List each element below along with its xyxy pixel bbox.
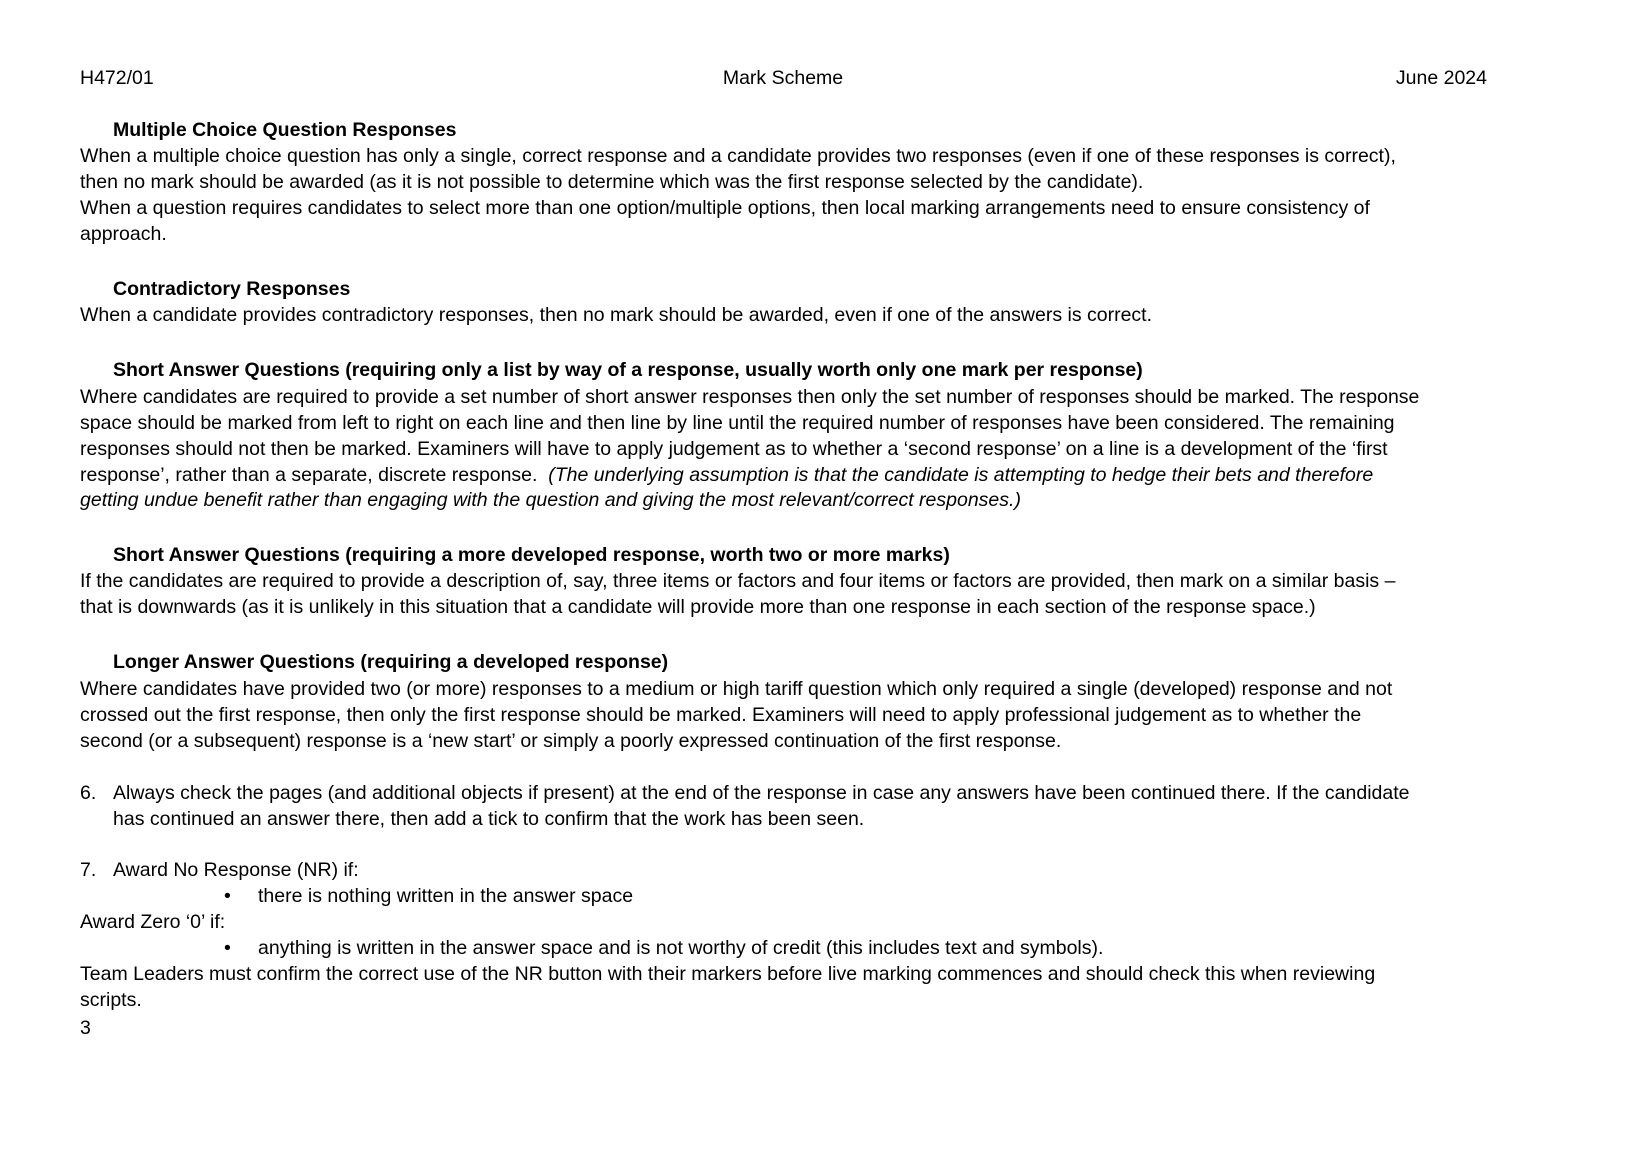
bullet-icon: • (224, 885, 231, 907)
header-title: Mark Scheme (722, 67, 844, 89)
header-code: H472/01 (80, 67, 154, 89)
text-line: When a multiple choice question has only a single, correct response and a candidate provides two responses (even if one of these responses is correct), (80, 145, 1396, 167)
text-segment: response’, rather than a separate, discrete response. (80, 464, 549, 486)
heading-longer: Longer Answer Questions (requiring a developed response) (113, 651, 669, 673)
text-line: Team Leaders must confirm the correct use of the NR button with their markers before live marking commences and should check this when reviewing (80, 963, 1376, 985)
text-line: Where candidates are required to provide a set number of short answer responses then only the set number of responses should be marked. The response (80, 386, 1420, 408)
heading-contradictory: Contradictory Responses (113, 278, 351, 300)
text-line: Award Zero ‘0’ if: (80, 911, 226, 933)
italic-note-line: getting undue benefit rather than engaging with the question and giving the most relevant/correct responses.) (80, 489, 1021, 511)
text-line: approach. (80, 223, 167, 245)
bullet-icon: • (224, 937, 231, 959)
text-line: space should be marked from left to right on each line and then line by line until the required number of responses have been considered. The remaining (80, 412, 1395, 434)
text-line: that is downwards (as it is unlikely in this situation that a candidate will provide more than one response in each section of the response space.) (80, 596, 1316, 618)
text-line: If the candidates are required to provide a description of, say, three items or factors and four items or factors are provided, then mark on a similar basis – (80, 570, 1396, 592)
text-line: When a question requires candidates to select more than one option/multiple options, then local marking arrangements need to ensure consistency of (80, 197, 1370, 219)
item-number: 7. (80, 859, 97, 881)
bullet-text: there is nothing written in the answer space (258, 885, 634, 907)
text-line: has continued an answer there, then add a tick to confirm that the work has been seen. (113, 808, 865, 830)
heading-short-list: Short Answer Questions (requiring only a list by way of a response, usually worth only one mark per response) (113, 359, 1143, 381)
bullet-text: anything is written in the answer space and is not worthy of credit (this includes text and symbols). (258, 937, 1104, 959)
page-number: 3 (80, 1017, 91, 1039)
text-line: crossed out the first response, then only the first response should be marked. Examiners will need to apply professional judgement as to whether the (80, 704, 1362, 726)
text-line: Where candidates have provided two (or more) responses to a medium or high tariff question which only required a single (developed) response and not (80, 678, 1393, 700)
italic-note: (The underlying assumption is that the candidate is attempting to hedge their bets and therefore (548, 464, 1374, 486)
text-line: second (or a subsequent) response is a ‘new start’ or simply a poorly expressed continuation of the first response. (80, 730, 1062, 752)
text-line: responses should not then be marked. Examiners will have to apply judgement as to whether a ‘second response’ on a line is a development of the ‘first (80, 438, 1388, 460)
text-line: Award No Response (NR) if: (113, 859, 359, 881)
text-line: scripts. (80, 989, 142, 1011)
text-line: then no mark should be awarded (as it is not possible to determine which was the first response selected by the candidate). (80, 171, 1144, 193)
header-date: June 2024 (1395, 67, 1487, 89)
heading-mcq: Multiple Choice Question Responses (113, 119, 457, 141)
text-line: Always check the pages (and additional objects if present) at the end of the response in case any answers have been continued there. If the candidate (113, 782, 1410, 804)
heading-short-developed: Short Answer Questions (requiring a more developed response, worth two or more marks) (113, 544, 950, 566)
text-line: When a candidate provides contradictory responses, then no mark should be awarded, even if one of the answers is correct. (80, 304, 1153, 326)
italic-note (80, 488, 1021, 512)
text-line (80, 463, 1373, 487)
item-number: 6. (80, 782, 97, 804)
